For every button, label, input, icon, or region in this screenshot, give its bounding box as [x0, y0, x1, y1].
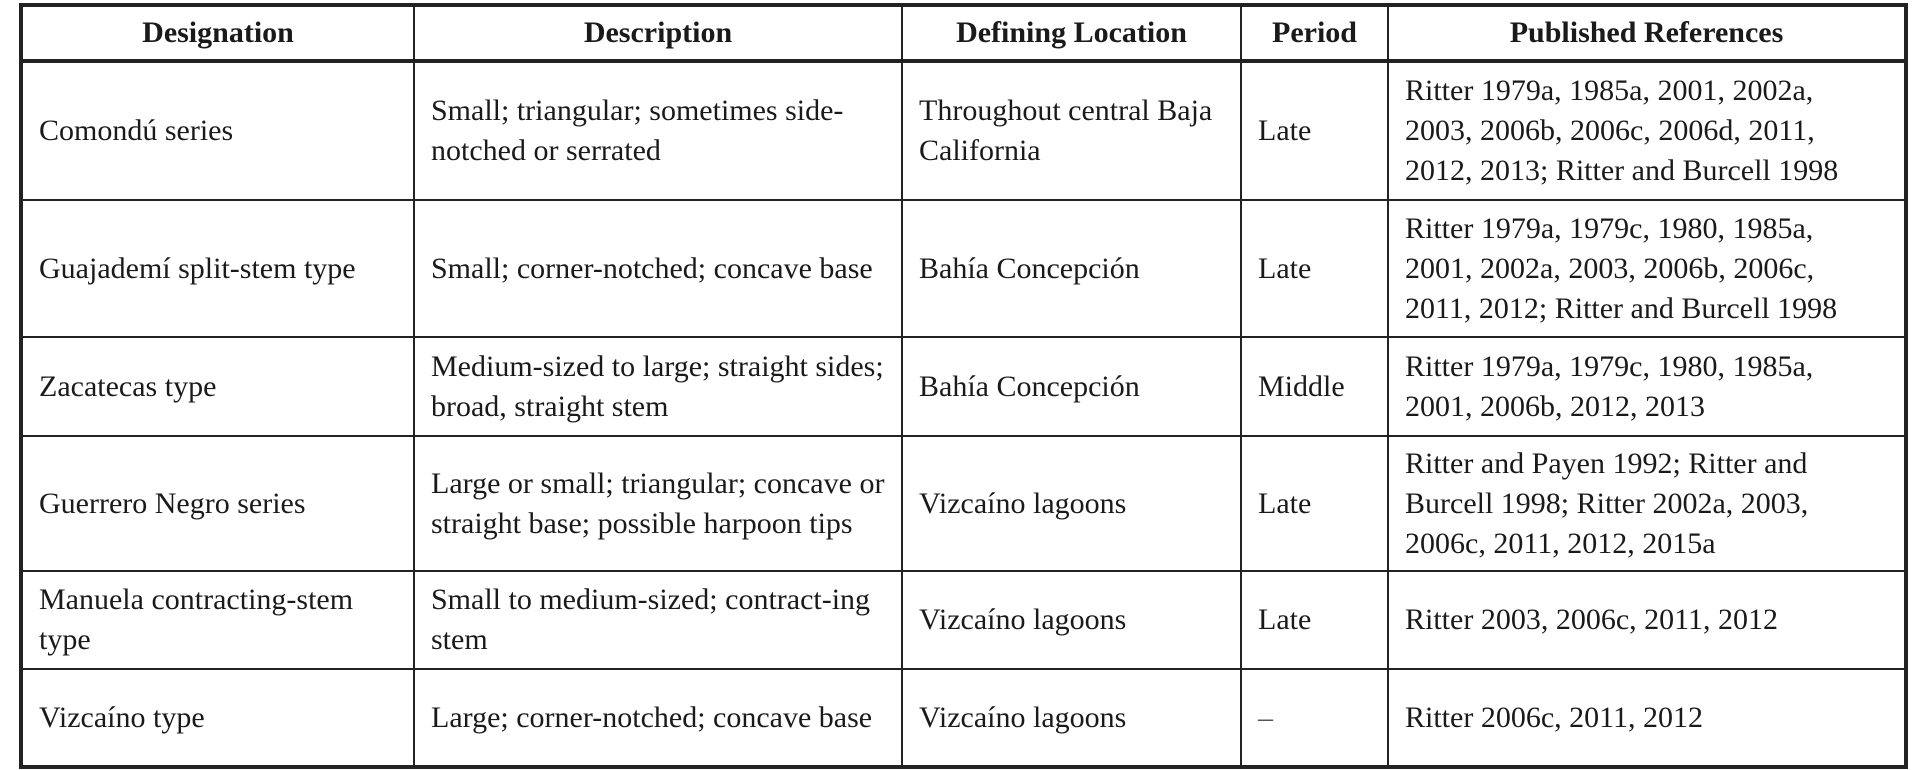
- cell-location: Throughout central Baja California: [902, 61, 1241, 200]
- cell-designation: Comondú series: [21, 61, 414, 200]
- cell-location: Vizcaíno lagoons: [902, 436, 1241, 571]
- header-row: [21, 5, 1906, 61]
- header-designation: Designation: [21, 5, 414, 61]
- projectile-point-types-table: [19, 3, 1908, 769]
- cell-location: Vizcaíno lagoons: [902, 571, 1241, 669]
- cell-designation: Vizcaíno type: [21, 669, 414, 767]
- cell-designation: Manuela contracting-stem type: [21, 571, 414, 669]
- table-row: [21, 61, 1906, 200]
- cell-designation: Zacatecas type: [21, 337, 414, 436]
- cell-description: Small to medium-sized; contract-ing stem: [414, 571, 902, 669]
- table-row: [21, 669, 1906, 767]
- cell-designation: Guajademí split-stem type: [21, 200, 414, 337]
- table-row: [21, 337, 1906, 436]
- cell-description: Large or small; triangular; concave or straight base; possible harpoon tips: [414, 436, 902, 571]
- cell-period: Middle: [1241, 337, 1388, 436]
- cell-references: Ritter 1979a, 1985a, 2001, 2002a, 2003, 2006b, 2006c, 2006d, 2011, 2012, 2013; Ritter and Burcell 1998: [1388, 61, 1906, 200]
- table-row: [21, 436, 1906, 571]
- cell-period: Late: [1241, 61, 1388, 200]
- cell-location: Bahía Concepción: [902, 337, 1241, 436]
- header-period: Period: [1241, 5, 1388, 61]
- cell-description: Large; corner-notched; concave base: [414, 669, 902, 767]
- cell-description: Medium-sized to large; straight sides; broad, straight stem: [414, 337, 902, 436]
- table-row: [21, 200, 1906, 337]
- cell-location: Bahía Concepción: [902, 200, 1241, 337]
- cell-references: Ritter and Payen 1992; Ritter and Burcell 1998; Ritter 2002a, 2003, 2006c, 2011, 2012, 2015a: [1388, 436, 1906, 571]
- header-description: Description: [414, 5, 902, 61]
- cell-period: Late: [1241, 436, 1388, 571]
- cell-period: Late: [1241, 200, 1388, 337]
- cell-references: Ritter 1979a, 1979c, 1980, 1985a, 2001, 2002a, 2003, 2006b, 2006c, 2011, 2012; Ritter and Burcell 1998: [1388, 200, 1906, 337]
- cell-references: Ritter 1979a, 1979c, 1980, 1985a, 2001, 2006b, 2012, 2013: [1388, 337, 1906, 436]
- cell-description: Small; corner-notched; concave base: [414, 200, 902, 337]
- cell-description: Small; triangular; sometimes side-notched or serrated: [414, 61, 902, 200]
- table-row: [21, 571, 1906, 669]
- cell-period: Late: [1241, 571, 1388, 669]
- cell-designation: Guerrero Negro series: [21, 436, 414, 571]
- cell-references: Ritter 2006c, 2011, 2012: [1388, 669, 1906, 767]
- header-published-references: Published References: [1388, 5, 1906, 61]
- header-defining-location: Defining Location: [902, 5, 1241, 61]
- cell-location: Vizcaíno lagoons: [902, 669, 1241, 767]
- cell-period: –: [1241, 669, 1388, 767]
- cell-references: Ritter 2003, 2006c, 2011, 2012: [1388, 571, 1906, 669]
